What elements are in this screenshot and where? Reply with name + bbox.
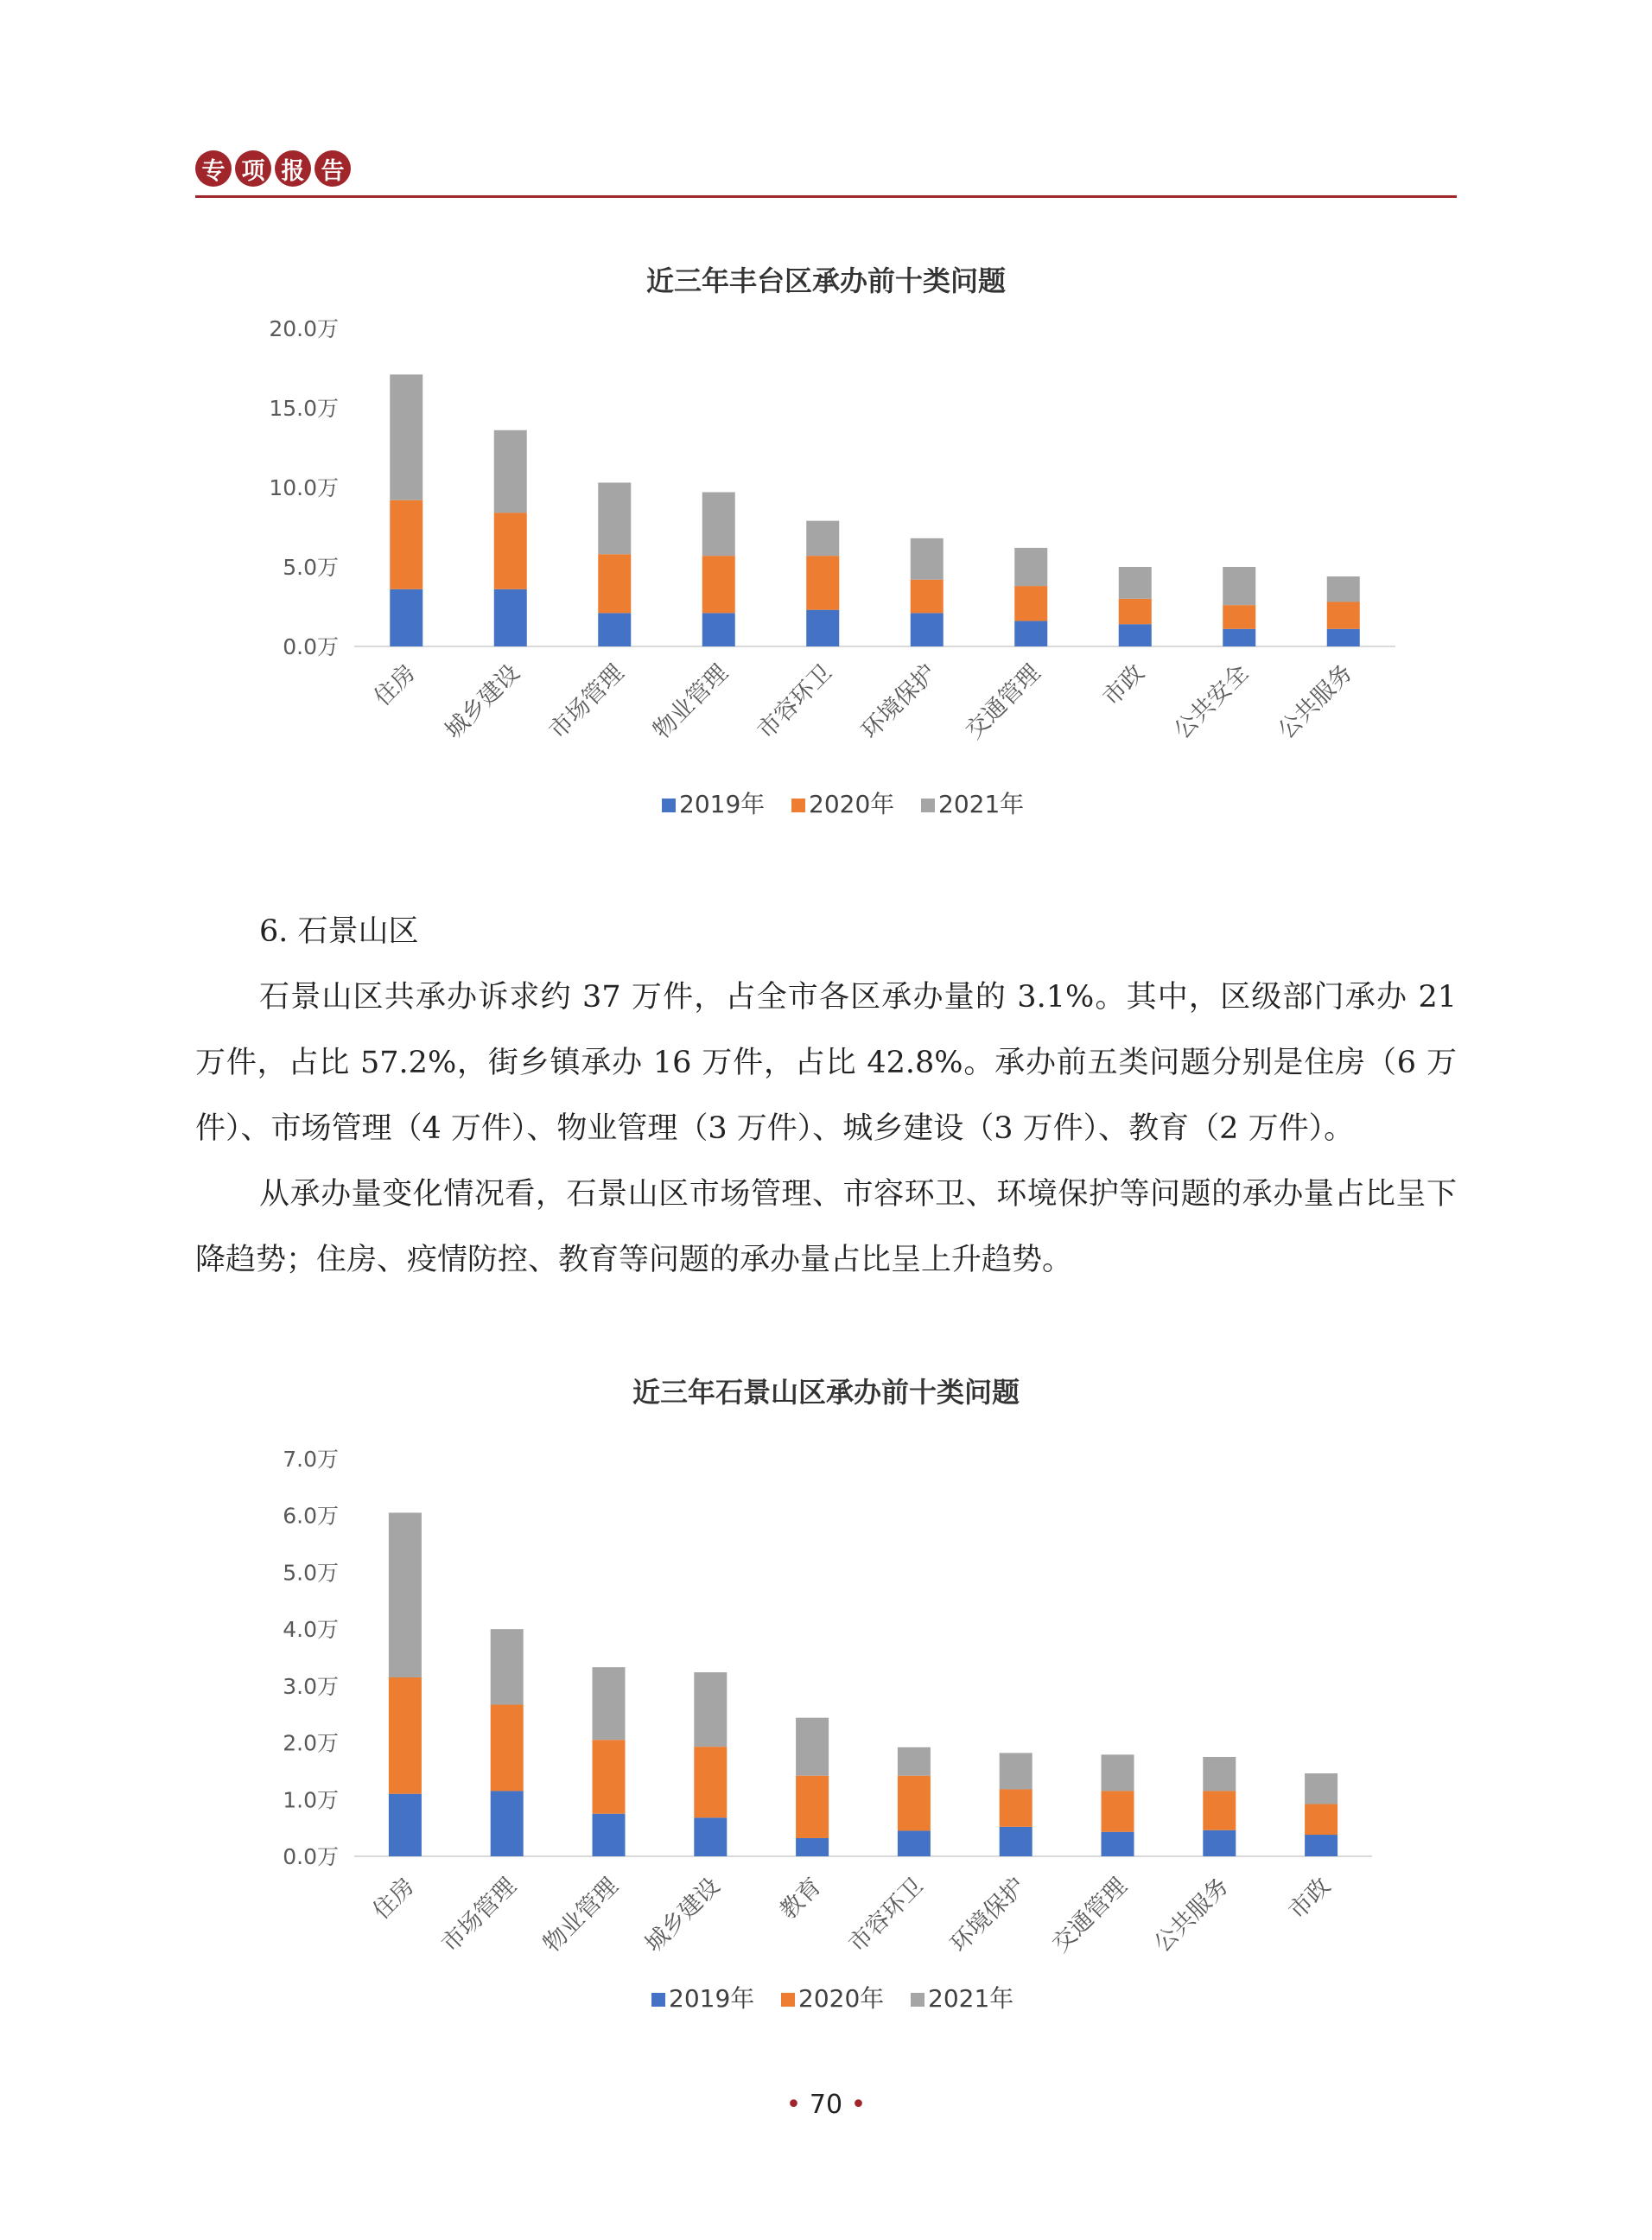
category-label: 交通管理 [1047, 1873, 1133, 1958]
bar-segment [1119, 624, 1152, 646]
bar-segment [796, 1718, 829, 1776]
category-label: 物业管理 [538, 1873, 624, 1958]
bar-segment [389, 1794, 422, 1856]
y-tick-label: 2.0万 [283, 1730, 339, 1756]
bar-segment [494, 430, 527, 513]
legend-label: 2019年 [669, 1984, 755, 2013]
bar-segment [390, 500, 423, 589]
y-tick-label: 7.0万 [283, 1447, 339, 1472]
bar-segment [898, 1830, 931, 1856]
badge-char: 专 [195, 150, 232, 187]
badge-char: 项 [235, 150, 271, 187]
bar-segment [1014, 586, 1047, 620]
y-tick-label: 4.0万 [283, 1617, 339, 1643]
y-tick-label: 10.0万 [269, 475, 339, 500]
category-label: 住房 [367, 1873, 420, 1925]
bar-segment [598, 613, 631, 646]
category-label: 交通管理 [960, 659, 1046, 745]
paragraph-trend: 从承办量变化情况看，石景山区市场管理、市容环卫、环境保护等问题的承办量占比呈下降趋势；住房、疫情防控、教育等问题的承办量占比呈上升趋势。 [195, 1177, 1457, 1277]
category-label: 市容环卫 [843, 1873, 929, 1958]
category-label: 物业管理 [648, 659, 734, 745]
legend-swatch [781, 1993, 795, 2007]
chart-fengtai [0, 242, 1652, 864]
bar-segment [1223, 629, 1255, 646]
bar-segment [806, 610, 839, 646]
bar-segment [491, 1791, 524, 1856]
bar-segment [1102, 1754, 1134, 1791]
bar-segment [911, 580, 944, 614]
legend-label: 2019年 [679, 790, 766, 818]
bar-segment [389, 1512, 422, 1677]
y-tick-label: 0.0万 [283, 634, 339, 659]
bar-segment [702, 556, 735, 613]
legend-swatch [662, 799, 676, 812]
category-label: 市政 [1097, 659, 1150, 712]
page-number [0, 2090, 1652, 2120]
bar-segment [1203, 1830, 1236, 1856]
bar-segment [598, 482, 631, 554]
bar-segment [494, 589, 527, 646]
category-label: 城乡建设 [440, 659, 525, 745]
legend-label: 2021年 [928, 1984, 1014, 2013]
category-label: 市场管理 [436, 1873, 522, 1958]
category-label: 环境保护 [945, 1873, 1031, 1958]
y-tick-label: 6.0万 [283, 1503, 339, 1529]
section-badges [195, 150, 351, 187]
chart-title: 近三年丰台区承办前十类问题 [645, 264, 1007, 297]
category-label: 公共服务 [1273, 659, 1358, 745]
bar-segment [1102, 1791, 1134, 1831]
header-divider [195, 195, 1457, 198]
bar-segment [796, 1838, 829, 1856]
bar-segment [898, 1776, 931, 1831]
bar-segment [1327, 576, 1360, 601]
category-label: 城乡建设 [639, 1873, 726, 1958]
bar-segment [1119, 599, 1152, 624]
bar-segment [1102, 1832, 1134, 1856]
category-label: 环境保护 [856, 659, 942, 745]
bar-segment [593, 1667, 626, 1740]
bar-segment [702, 613, 735, 646]
legend-label: 2020年 [809, 790, 895, 818]
bar-segment [694, 1747, 727, 1817]
bar-segment [593, 1814, 626, 1856]
bar-segment [1014, 548, 1047, 586]
chart-shijingshan [0, 1357, 1652, 2031]
y-tick-label: 20.0万 [269, 316, 339, 341]
badge-char: 告 [315, 150, 351, 187]
y-tick-label: 1.0万 [283, 1787, 339, 1813]
y-tick-label: 0.0万 [283, 1844, 339, 1869]
y-tick-label: 5.0万 [283, 1560, 339, 1586]
bar-segment [911, 538, 944, 580]
bar-segment [1223, 567, 1255, 605]
bar-segment [694, 1817, 727, 1856]
bar-segment [911, 613, 944, 646]
bar-segment [1305, 1835, 1337, 1856]
y-tick-label: 5.0万 [283, 555, 339, 580]
bar-segment [806, 521, 839, 556]
page-number-value: 70 [809, 2090, 843, 2120]
bar-segment [694, 1672, 727, 1747]
report-header [195, 147, 1457, 202]
bar-segment [491, 1705, 524, 1791]
bar-segment [390, 589, 423, 646]
category-label: 公共服务 [1148, 1873, 1235, 1958]
bar-segment [1000, 1753, 1032, 1789]
bar-segment [593, 1740, 626, 1813]
y-tick-label: 15.0万 [269, 396, 339, 421]
bar-segment [1119, 567, 1152, 599]
bar-segment [1000, 1827, 1032, 1856]
bar-segment [389, 1677, 422, 1794]
legend-label: 2020年 [798, 1984, 885, 2013]
bar-segment [494, 512, 527, 589]
bar-segment [702, 493, 735, 557]
page-dot-right: • [850, 2090, 867, 2120]
bar-segment [806, 556, 839, 610]
bar-segment [1223, 605, 1255, 629]
section-heading: 6. 石景山区 [259, 914, 419, 949]
category-label: 教育 [774, 1873, 828, 1925]
bar-segment [491, 1629, 524, 1704]
y-tick-label: 3.0万 [283, 1673, 339, 1699]
category-label: 住房 [369, 659, 422, 712]
bar-segment [1000, 1789, 1032, 1826]
bar-segment [898, 1747, 931, 1776]
bar-segment [1305, 1804, 1337, 1835]
legend-swatch [651, 1993, 665, 2007]
legend-swatch [791, 799, 805, 812]
bar-segment [598, 554, 631, 613]
bar-segment [1014, 621, 1047, 646]
chart-title: 近三年石景山区承办前十类问题 [632, 1376, 1020, 1409]
bar-segment [1203, 1791, 1236, 1830]
bar-segment [796, 1776, 829, 1838]
paragraph-summary: 石景山区共承办诉求约 37 万件，占全市各区承办量的 3.1%。其中，区级部门承办 21 万件，占比 57.2%，街乡镇承办 16 万件，占比 42.8%。承办前五类问题分别是住房（6 万件）、市场管理（4 万件）、物业管理（3 万件）、城乡建设（3 万件）、教育（2 万件）。 [195, 980, 1457, 1146]
legend-swatch [921, 799, 935, 812]
category-label: 市场管理 [543, 659, 630, 745]
bar-segment [1327, 629, 1360, 646]
bar-segment [390, 374, 423, 500]
bar-segment [1203, 1757, 1236, 1791]
legend-label: 2021年 [938, 790, 1025, 818]
category-label: 市政 [1283, 1873, 1337, 1925]
legend-swatch [911, 1993, 924, 2007]
bar-segment [1327, 601, 1360, 628]
badge-char: 报 [275, 150, 311, 187]
category-label: 公共安全 [1168, 659, 1255, 745]
page-dot-left: • [785, 2090, 802, 2120]
category-label: 市容环卫 [752, 659, 838, 745]
bar-segment [1305, 1773, 1337, 1804]
